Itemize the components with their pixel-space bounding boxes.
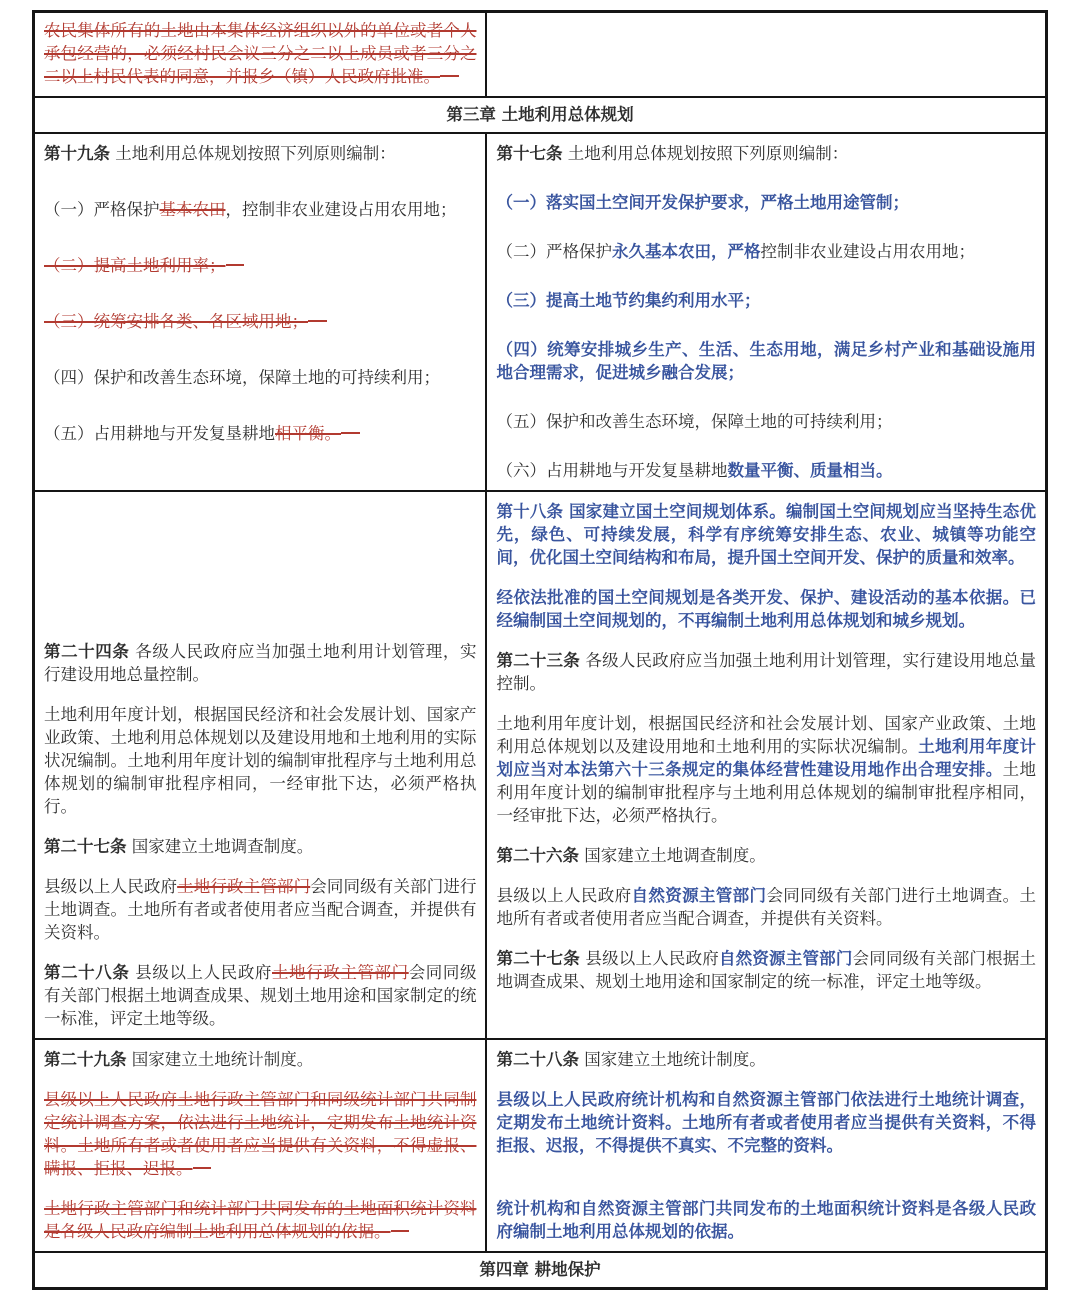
body-text: 国家建立土地统计制度。: [126, 1050, 314, 1069]
deleted-paragraph: [44, 19, 476, 88]
deleted-text: 土地行政主管部门: [177, 877, 311, 896]
body-text: 土地利用年度计划，根据国民经济和社会发展计划、国家产业政策、土地利用总体规划以及建设用地和土地利用的实际状况编制。土地利用年度计划的编制审批程序与土地利用总体规划的编制审批程序相同，一经审批下达，必须严格执行。: [44, 705, 477, 816]
article-label: 第二十七条: [44, 837, 127, 856]
deleted-text: 县级以上人民政府土地行政主管部门和同级统计部门共同制定统计调查方案，依法进行土地统计，定期发布土地统计资料。土地所有者或者使用者应当提供有关资料，不得虚报、瞒报、拒报、迟报。: [44, 1090, 477, 1178]
paragraph: [496, 1197, 1036, 1243]
body-text: ，控制非农业建设占用农用地；: [225, 200, 457, 219]
body-text: 国家建立土地调查制度。: [578, 846, 766, 865]
body-text: 各级人民政府应当加强土地利用计划管理，实行建设用地总量控制。: [496, 651, 1036, 693]
body-text: 各级人民政府应当加强土地利用计划管理，实行建设用地总量控制。: [44, 642, 477, 684]
article-label: 第十八条: [496, 502, 564, 521]
article-label: 第二十六条: [496, 846, 579, 865]
list-item: [44, 198, 476, 221]
list-item: [44, 310, 476, 333]
body-text: 土地利用年度计划的编制审批程序与土地利用总体规划的编制审批程序相同，一经审批下达，必须严格执行。: [496, 760, 1036, 825]
paragraph: [496, 1088, 1036, 1157]
list-item: [496, 459, 1036, 482]
body-text: （六）占用耕地与开发复垦耕地: [496, 461, 728, 480]
article-label: 第二十四条: [44, 642, 130, 661]
deleted-text: 土地行政主管部门: [272, 963, 409, 982]
article-heading: [496, 844, 1036, 867]
old-articles-cell: [35, 492, 487, 1038]
paragraph: [496, 500, 1036, 569]
old-text-cell: [35, 13, 487, 96]
added-text: 数量平衡、质量相当。: [727, 461, 893, 480]
row-principles: [35, 134, 1045, 492]
body-text: （五）保护和改善生态环境，保障土地的可持续利用；: [496, 412, 893, 431]
new-articles-cell: [487, 492, 1045, 1038]
paragraph: [44, 1197, 476, 1243]
body-text: （五）占用耕地与开发复垦耕地: [44, 424, 275, 443]
body-text: （一）严格保护: [44, 200, 160, 219]
list-item: [496, 191, 1036, 214]
deleted-text: 农民集体所有的土地由本集体经济组织以外的单位或者个人承包经营的，必须经村民会议三分之二以上成员或者三分之二以上村民代表的同意，并报乡（镇）人民政府批准。: [44, 21, 477, 86]
added-text: 县级以上人民政府统计机构和自然资源主管部门依法进行土地统计调查，定期发布土地统计资料。土地所有者或者使用者应当提供有关资料，不得拒报、迟报，不得提供不真实、不完整的资料。: [496, 1090, 1036, 1155]
body-text: 县级以上人民政府: [579, 949, 719, 968]
article-heading: [44, 142, 476, 165]
paragraph: [44, 875, 476, 944]
added-text: （三）提高土地节约集约利用水平；: [496, 291, 761, 310]
paragraph: [44, 1088, 476, 1180]
body-text: 会同同级有关部门进行土地调查。土地所有者或者使用者应当配合调查，并提供有关资料。: [496, 886, 1037, 928]
body-text: 会同同级有关部门根据土地调查成果、规划土地用途和国家制定的统一标准，评定土地等级。: [44, 963, 477, 1028]
article-label: 第二十八条: [496, 1050, 579, 1069]
deleted-text: 土地行政主管部门和统计部门共同发布的土地面积统计资料是各级人民政府编制土地利用总体规划的依据。: [44, 1199, 477, 1241]
added-text: （四）统筹安排城乡生产、生活、生态用地，满足乡村产业和基础设施用地合理需求，促进城乡融合发展；: [496, 340, 1036, 382]
paragraph: [44, 703, 476, 818]
article-heading: [496, 142, 1036, 165]
article-heading: [44, 835, 476, 858]
added-text: 经依法批准的国土空间规划是各类开发、保护、建设活动的基本依据。已经编制国土空间规划的，不再编制土地利用总体规划和城乡规划。: [496, 588, 1036, 630]
body-text: 县级以上人民政府: [129, 963, 272, 982]
article-label: 第十七条: [496, 144, 563, 163]
article-intro: 土地利用总体规划按照下列原则编制：: [562, 144, 849, 163]
chapter-title: 第三章 土地利用总体规划: [446, 105, 634, 124]
article-label: 第二十七条: [496, 949, 580, 968]
article-label: 第二十八条: [44, 963, 130, 982]
new-article-17-cell: [487, 134, 1045, 490]
new-text-cell-empty: [487, 13, 1045, 96]
new-article-28-cell: [487, 1040, 1045, 1251]
list-item: [44, 366, 476, 389]
body-text: 会同同级有关部门根据土地调查成果、规划土地用途和国家制定的统一标准，评定土地等级。: [496, 949, 1037, 991]
paragraph: [496, 884, 1036, 930]
added-text: （一）落实国土空间开发保护要求，严格土地用途管制；: [496, 193, 909, 212]
list-item: [496, 240, 1036, 263]
row-carryover: [35, 13, 1045, 98]
article-intro: 土地利用总体规划按照下列原则编制：: [110, 144, 396, 163]
body-text: （四）保护和改善生态环境，保障土地的可持续利用；: [44, 368, 440, 387]
added-text: 土地利用年度计划应当对本法第六十三条规定的集体经营性建设用地作出合理安排。: [496, 737, 1036, 779]
chapter-title: 第四章 耕地保护: [479, 1260, 601, 1279]
added-text: 自然资源主管部门: [631, 886, 767, 905]
list-item: [496, 289, 1036, 312]
deleted-text: （二）提高土地利用率；: [44, 256, 244, 275]
law-comparison-table: [32, 10, 1048, 1290]
paragraph: [496, 712, 1036, 827]
paragraph: [496, 947, 1036, 993]
body-text: 国家建立土地统计制度。: [578, 1050, 766, 1069]
body-text: 控制非农业建设占用农用地；: [760, 242, 975, 261]
added-text: [496, 502, 1036, 567]
paragraph: [44, 961, 476, 1030]
article-heading: [44, 1048, 476, 1071]
article-label: 第二十三条: [496, 651, 580, 670]
paragraph: [496, 586, 1036, 632]
added-text: 永久基本农田，严格: [611, 242, 761, 261]
deleted-text: 相平衡。: [275, 424, 360, 443]
list-item: [44, 254, 476, 277]
row-statistics: [35, 1040, 1045, 1253]
body-text: 会同同级有关部门进行土地调查。土地所有者或者使用者应当配合调查，并提供有关资料。: [44, 877, 477, 942]
article-label: 第十九条: [44, 144, 110, 163]
old-article-19-cell: [35, 134, 487, 490]
list-item: [496, 338, 1036, 384]
chapter-3-header: [35, 98, 1045, 134]
added-text: 统计机构和自然资源主管部门共同发布的土地面积统计资料是各级人民政府编制土地利用总体规划的依据。: [496, 1199, 1036, 1241]
article-heading: [496, 1048, 1036, 1071]
body-text: 土地利用年度计划，根据国民经济和社会发展计划、国家产业政策、土地利用总体规划以及建设用地和土地利用的实际状况编制。: [496, 714, 1036, 756]
body-text: （二）严格保护: [496, 242, 612, 261]
body-text: 县级以上人民政府: [44, 877, 178, 896]
chapter-4-header: [35, 1253, 1045, 1287]
deleted-text: 基本农田: [159, 200, 226, 219]
list-item: [44, 422, 476, 445]
body-text: 县级以上人民政府: [496, 886, 632, 905]
added-text: 自然资源主管部门: [718, 949, 853, 968]
row-planning-survey: [35, 492, 1045, 1040]
list-item: [496, 410, 1036, 433]
article-heading: [44, 640, 476, 686]
old-article-29-cell: [35, 1040, 487, 1251]
article-label: 第二十九条: [44, 1050, 127, 1069]
article-heading: [496, 649, 1036, 695]
body-text: 国家建立土地调查制度。: [126, 837, 314, 856]
deleted-text: （三）统筹安排各类、各区域用地；: [44, 312, 327, 331]
added-text: 国家建立国土空间规划体系。编制国土空间规划应当坚持生态优先，绿色、可持续发展，科学有序统筹安排生态、农业、城镇等功能空间，优化国土空间结构和布局，提升国土空间开发、保护的质量和效率。: [496, 502, 1036, 567]
